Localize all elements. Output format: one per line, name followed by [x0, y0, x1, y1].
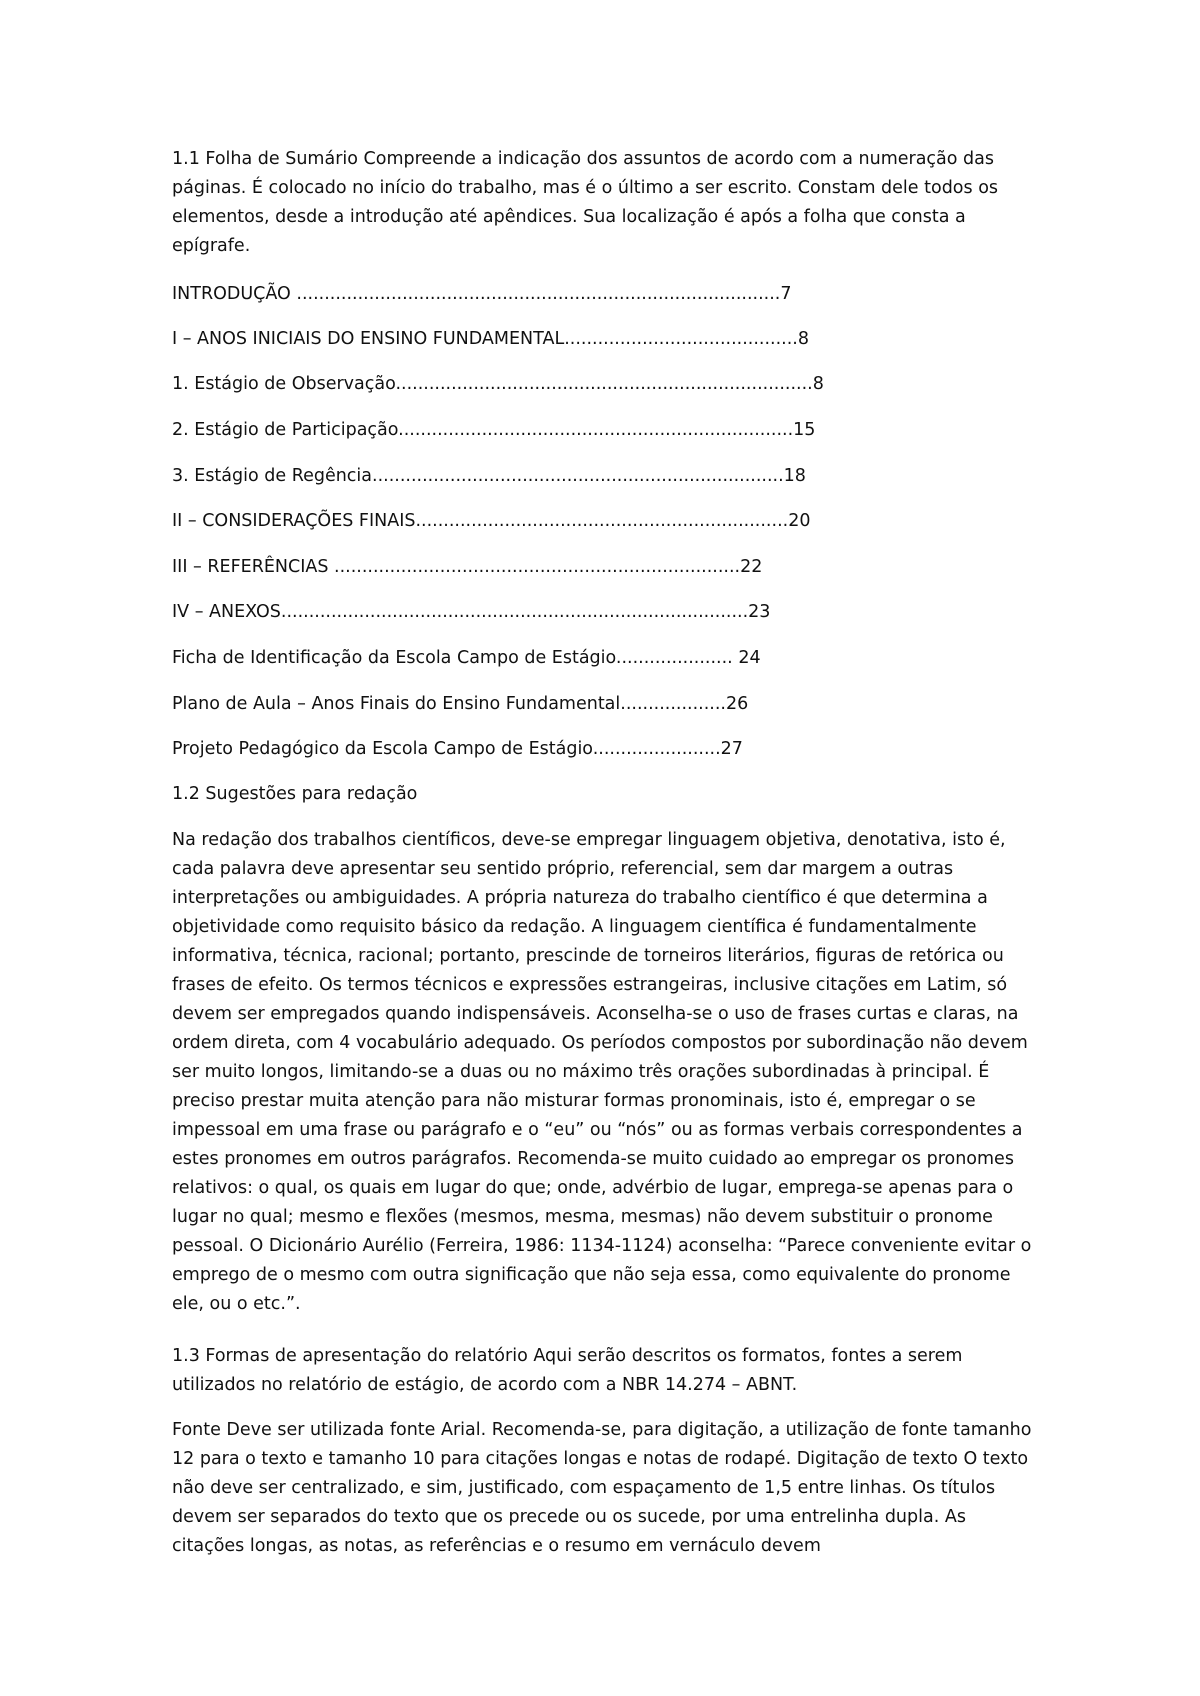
toc-entry-page: 18 — [783, 466, 806, 486]
toc-entry-title: 1. Estágio de Observação — [172, 374, 396, 394]
toc-entry-page: 24 — [738, 648, 761, 668]
toc-entry-page: 23 — [748, 602, 771, 622]
toc-entry-title: Plano de Aula – Anos Finais do Ensino Fundamental — [172, 694, 621, 714]
summary-sheet-paragraph: 1.1 Folha de Sumário Compreende a indicação dos assuntos de acordo com a numeração das páginas. É colocado no início do trabalho, mas é o último a ser escrito. Constam dele todos os elementos, desde a introdução até apêndices. Sua localização é após a folha que consta a epígrafe. — [172, 149, 999, 256]
toc-entry — [172, 327, 809, 351]
toc-entry-page: 8 — [797, 329, 809, 349]
heading-1-2: 1.2 Sugestões para redação — [172, 784, 418, 804]
toc-entry-page: 20 — [788, 511, 811, 531]
toc-entry-title: I – ANOS INICIAIS DO ENSINO FUNDAMENTAL — [172, 329, 565, 349]
toc-entry-page: 27 — [720, 739, 743, 759]
toc-entry-dots: .................................................................................... — [280, 602, 749, 622]
toc-entry — [172, 646, 761, 670]
toc-entry — [172, 464, 806, 488]
toc-entry-title: II – CONSIDERAÇÕES FINAIS — [172, 511, 416, 531]
toc-entry-page: 7 — [780, 284, 792, 304]
toc-entry-dots: ................... — [620, 694, 726, 714]
writing-suggestions-paragraph: Na redação dos trabalhos científicos, deve-se empregar linguagem objetiva, denotativa, isto é, cada palavra deve apresentar seu sentido próprio, referencial, sem dar margem a outras interpretações ou ambiguidades. A própria natureza do trabalho científico é que determina a objetividade como requisito básico da redação. A linguagem científica é fundamentalmente informativa, técnica, racional; portanto, prescinde de torneiros literários, figuras de retórica ou frases de efeito. Os termos técnicos e expressões estrangeiras, inclusive citações em Latim, só devem ser empregados quando indispensáveis. Aconselha-se o uso de frases curtas e claras, na ordem direta, com 4 vocabulário adequado. Os períodos compostos por subordinação não devem ser muito longos, limitando-se a duas ou no máximo três orações subordinadas à principal. É preciso prestar muita atenção para não misturar formas pronominais, isto é, empregar o se impessoal em uma frase ou parágrafo e o “eu” ou “nós” ou as formas verbais correspondentes a estes pronomes em outros parágrafos. Recomenda-se muito cuidado ao empregar os pronomes relativos: o qual, os quais em lugar do que; onde, advérbio de lugar, emprega-se apenas para o lugar no qual; mesmo e flexões (mesmos, mesma, mesmas) não devem substituir o pronome pessoal. O Dicionário Aurélio (Ferreira, 1986: 1134-1124) aconselha: “Parece conveniente evitar o emprego de o mesmo com outra significação que não seja essa, como equivalente do pronome ele, ou o etc.”. — [172, 830, 1032, 1314]
toc-entry-page: 15 — [793, 420, 816, 440]
toc-entry-page: 8 — [812, 374, 824, 394]
toc-entry-dots: .......................................... — [564, 329, 798, 349]
toc-entry-dots: ................................................................... — [415, 511, 789, 531]
toc-entry — [172, 737, 743, 761]
toc-entry-title: 3. Estágio de Regência — [172, 466, 373, 486]
toc-entry — [172, 555, 762, 579]
report-format-paragraph: 1.3 Formas de apresentação do relatório Aqui serão descritos os formatos, fontes a serem utilizados no relatório de estágio, de acordo com a NBR 14.274 – ABNT. — [172, 1346, 963, 1395]
toc-entry-dots: ....................................................................................... — [296, 284, 781, 304]
toc-entry — [172, 600, 770, 624]
toc-entry — [172, 282, 792, 306]
toc-entry-title: III – REFERÊNCIAS — [172, 557, 335, 577]
toc-entry-title: IV – ANEXOS — [172, 602, 281, 622]
toc-entry-title: 2. Estágio de Participação — [172, 420, 399, 440]
toc-entry-dots: .......................................................................... — [372, 466, 784, 486]
toc-entry-dots: ......................................................................... — [334, 557, 741, 577]
font-paragraph: Fonte Deve ser utilizada fonte Arial. Recomenda-se, para digitação, a utilização de fonte tamanho 12 para o texto e tamanho 10 para citações longas e notas de rodapé. Digitação de texto O texto não deve ser centralizado, e sim, justificado, com espaçamento de 1,5 entre linhas. Os títulos devem ser separados do texto que os precede ou os sucede, por uma entrelinha dupla. As citações longas, as notas, as referências e o resumo em vernáculo devem — [172, 1420, 1032, 1556]
toc-entry-dots: ....................................................................... — [398, 420, 794, 440]
toc-entry — [172, 509, 810, 533]
toc-entry-dots: ....................... — [592, 739, 721, 759]
toc-entry — [172, 692, 748, 716]
toc-entry — [172, 372, 824, 396]
toc-entry-page: 22 — [740, 557, 763, 577]
toc-entry — [172, 418, 815, 442]
toc-entry-dots: ..................... — [615, 648, 739, 668]
toc-entry-dots: ........................................................................... — [395, 374, 813, 394]
toc-entry-title: Ficha de Identificação da Escola Campo de Estágio — [172, 648, 616, 668]
toc-entry-page: 26 — [725, 694, 749, 714]
toc-entry-title: INTRODUÇÃO — [172, 284, 297, 304]
toc-entry-title: Projeto Pedagógico da Escola Campo de Estágio — [172, 739, 593, 759]
